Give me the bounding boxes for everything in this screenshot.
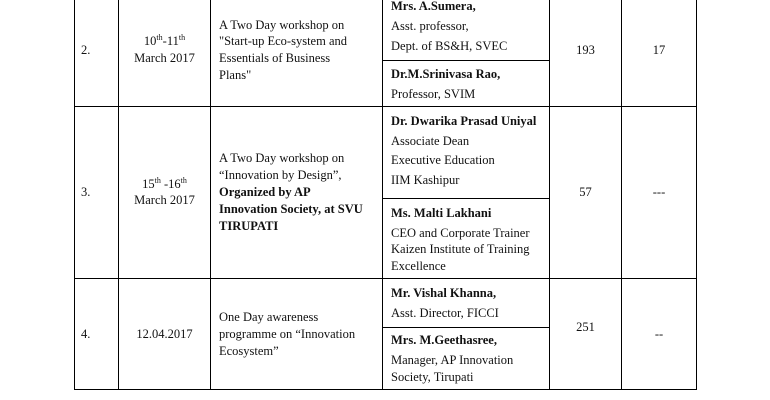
resource-person: Mrs. A.Sumera, Asst. professor, Dept. of BS&H, SVEC bbox=[383, 0, 550, 60]
event-description: One Day awareness programme on “Innovation Ecosystem” bbox=[211, 279, 383, 390]
other-count: 17 bbox=[622, 0, 697, 106]
other-count: -- bbox=[622, 279, 697, 390]
event-date: 10th-11th March 2017 bbox=[119, 0, 211, 106]
row-number: 4. bbox=[75, 279, 119, 390]
resource-person: Ms. Malti Lakhani CEO and Corporate Trainer Kaizen Institute of Training Excellence bbox=[383, 198, 550, 279]
event-description: A Two Day workshop on “Innovation by Design”, Organized by AP Innovation Society, at SVU TIRUPATI bbox=[211, 106, 383, 279]
participant-count: 57 bbox=[550, 106, 622, 279]
participant-count: 193 bbox=[550, 0, 622, 106]
resource-person: Dr. Dwarika Prasad Uniyal Associate Dean Executive Education IIM Kashipur bbox=[383, 106, 550, 198]
table-row bbox=[75, 0, 697, 60]
event-date: 15th -16th March 2017 bbox=[119, 106, 211, 279]
table-row bbox=[75, 279, 697, 328]
event-date: 12.04.2017 bbox=[119, 279, 211, 390]
event-description: A Two Day workshop on "Start-up Eco-system and Essentials of Business Plans" bbox=[211, 0, 383, 106]
participant-count: 251 bbox=[550, 279, 622, 390]
other-count: --- bbox=[622, 106, 697, 279]
row-number: 3. bbox=[75, 106, 119, 279]
resource-person: Mrs. M.Geethasree, Manager, AP Innovation Society, Tirupati bbox=[383, 328, 550, 390]
workshop-table bbox=[74, 0, 697, 390]
resource-person: Mr. Vishal Khanna, Asst. Director, FICCI bbox=[383, 279, 550, 328]
resource-person: Dr.M.Srinivasa Rao, Professor, SVIM bbox=[383, 60, 550, 106]
table-row bbox=[75, 106, 697, 198]
row-number: 2. bbox=[75, 0, 119, 106]
